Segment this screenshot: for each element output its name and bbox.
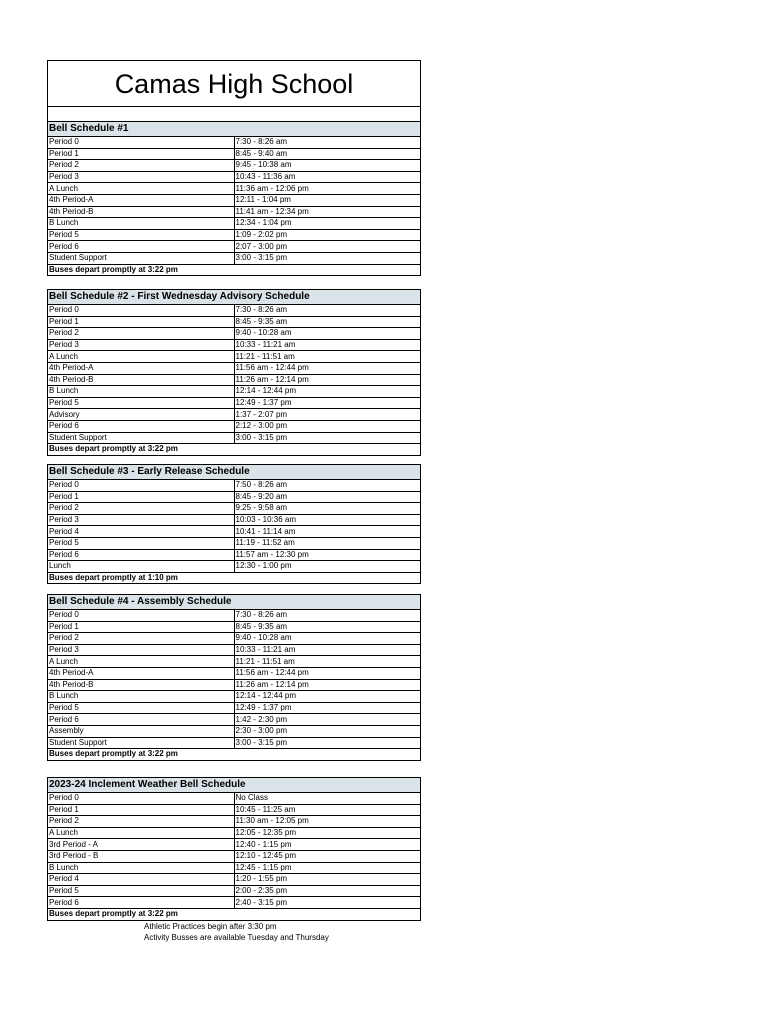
period-name: Period 6: [48, 241, 235, 253]
period-time: 10:03 - 10:36 am: [234, 514, 421, 526]
period-name: A Lunch: [48, 351, 235, 363]
period-name: Period 1: [48, 804, 235, 816]
period-name: Assembly: [48, 725, 235, 737]
period-time: 12:11 - 1:04 pm: [234, 194, 421, 206]
table-row: [48, 804, 421, 816]
period-name: Advisory: [48, 409, 235, 421]
period-time: 8:45 - 9:35 am: [234, 621, 421, 633]
table-row: [48, 397, 421, 409]
period-name: 4th Period-A: [48, 362, 235, 374]
period-name: Period 4: [48, 526, 235, 538]
bus-departure-note: Buses depart promptly at 3:22 pm: [48, 749, 421, 761]
period-name: Period 1: [48, 491, 235, 503]
period-name: Period 6: [48, 549, 235, 561]
period-time: 12:14 - 12:44 pm: [234, 691, 421, 703]
period-time: 11:56 am - 12:44 pm: [234, 362, 421, 374]
period-time: 3:00 - 3:15 pm: [234, 737, 421, 749]
table-row: [48, 691, 421, 703]
period-name: Period 2: [48, 160, 235, 172]
period-name: Period 2: [48, 503, 235, 515]
period-name: Student Support: [48, 432, 235, 444]
period-time: 11:57 am - 12:30 pm: [234, 549, 421, 561]
table-row: [48, 827, 421, 839]
table-row: [48, 229, 421, 241]
period-name: Period 5: [48, 885, 235, 897]
table-row: [48, 537, 421, 549]
period-time: 7:30 - 8:26 am: [234, 610, 421, 622]
period-time: 10:33 - 11:21 am: [234, 644, 421, 656]
table-row: [48, 503, 421, 515]
period-time: 10:43 - 11:36 am: [234, 171, 421, 183]
table-row: [48, 362, 421, 374]
table-row: [48, 420, 421, 432]
period-time: 9:40 - 10:28 am: [234, 633, 421, 645]
table-row: [48, 137, 421, 149]
period-name: Period 0: [48, 137, 235, 149]
table-row: [48, 850, 421, 862]
period-name: Period 5: [48, 229, 235, 241]
period-name: B Lunch: [48, 218, 235, 230]
period-time: 8:45 - 9:40 am: [234, 148, 421, 160]
table-row: [48, 305, 421, 317]
period-name: Period 2: [48, 328, 235, 340]
period-time: 11:36 am - 12:06 pm: [234, 183, 421, 195]
table-row: [48, 386, 421, 398]
period-name: A Lunch: [48, 656, 235, 668]
table-row: [48, 644, 421, 656]
period-name: Period 5: [48, 702, 235, 714]
schedule-table-3: [47, 464, 421, 584]
period-name: Period 1: [48, 148, 235, 160]
period-time: 8:45 - 9:35 am: [234, 316, 421, 328]
period-time: 12:14 - 12:44 pm: [234, 386, 421, 398]
period-time: 11:56 am - 12:44 pm: [234, 667, 421, 679]
period-time: 12:49 - 1:37 pm: [234, 397, 421, 409]
table-row: [48, 702, 421, 714]
period-name: Period 3: [48, 644, 235, 656]
period-time: 1:42 - 2:30 pm: [234, 714, 421, 726]
period-time: 12:45 - 1:15 pm: [234, 862, 421, 874]
period-name: A Lunch: [48, 183, 235, 195]
footer-notes: [144, 922, 329, 943]
period-time: 7:30 - 8:26 am: [234, 305, 421, 317]
period-name: Period 0: [48, 305, 235, 317]
period-name: Period 3: [48, 171, 235, 183]
period-name: Period 1: [48, 621, 235, 633]
schedule-table-2: [47, 289, 421, 456]
period-time: 3:00 - 3:15 pm: [234, 252, 421, 264]
period-time: 12:05 - 12:35 pm: [234, 827, 421, 839]
period-name: Period 1: [48, 316, 235, 328]
period-time: 11:26 am - 12:14 pm: [234, 374, 421, 386]
table-row: [48, 549, 421, 561]
period-time: 9:25 - 9:58 am: [234, 503, 421, 515]
table-row: [48, 667, 421, 679]
table-row: [48, 874, 421, 886]
period-time: 12:40 - 1:15 pm: [234, 839, 421, 851]
period-time: 12:30 - 1:00 pm: [234, 561, 421, 573]
period-name: 3rd Period - A: [48, 839, 235, 851]
table-row: [48, 737, 421, 749]
period-name: Period 6: [48, 420, 235, 432]
bus-departure-note: Buses depart promptly at 3:22 pm: [48, 264, 421, 276]
period-name: Student Support: [48, 737, 235, 749]
period-name: Period 5: [48, 537, 235, 549]
period-name: Period 3: [48, 514, 235, 526]
table-row: [48, 432, 421, 444]
table-row: [48, 491, 421, 503]
period-time: 1:09 - 2:02 pm: [234, 229, 421, 241]
period-time: 3:00 - 3:15 pm: [234, 432, 421, 444]
document-title: Camas High School: [47, 60, 421, 107]
schedule-heading: Bell Schedule #3 - Early Release Schedule: [48, 465, 421, 480]
period-time: 1:37 - 2:07 pm: [234, 409, 421, 421]
table-row: [48, 328, 421, 340]
period-time: 2:12 - 3:00 pm: [234, 420, 421, 432]
table-row: [48, 160, 421, 172]
table-row: [48, 862, 421, 874]
table-row: [48, 148, 421, 160]
period-name: Period 2: [48, 816, 235, 828]
bus-departure-note: Buses depart promptly at 3:22 pm: [48, 444, 421, 456]
table-row: [48, 725, 421, 737]
schedule-heading: Bell Schedule #2 - First Wednesday Advisory Schedule: [48, 290, 421, 305]
period-name: Period 4: [48, 874, 235, 886]
period-name: Period 6: [48, 714, 235, 726]
period-name: Lunch: [48, 561, 235, 573]
table-row: [48, 351, 421, 363]
schedule-heading: 2023-24 Inclement Weather Bell Schedule: [48, 778, 421, 793]
table-row: [48, 480, 421, 492]
period-time: 12:34 - 1:04 pm: [234, 218, 421, 230]
table-row: [48, 171, 421, 183]
period-time: 2:00 - 2:35 pm: [234, 885, 421, 897]
period-name: Period 2: [48, 633, 235, 645]
period-time: 9:40 - 10:28 am: [234, 328, 421, 340]
period-time: 2:07 - 3:00 pm: [234, 241, 421, 253]
period-time: 10:45 - 11:25 am: [234, 804, 421, 816]
table-row: [48, 897, 421, 909]
period-time: 2:30 - 3:00 pm: [234, 725, 421, 737]
period-name: Period 6: [48, 897, 235, 909]
table-row: [48, 839, 421, 851]
table-row: [48, 194, 421, 206]
period-time: 11:19 - 11:52 am: [234, 537, 421, 549]
period-time: 9:45 - 10:38 am: [234, 160, 421, 172]
period-time: 11:26 am - 12:14 pm: [234, 679, 421, 691]
period-time: 11:21 - 11:51 am: [234, 351, 421, 363]
table-row: [48, 561, 421, 573]
table-row: [48, 409, 421, 421]
period-time: 12:10 - 12:45 pm: [234, 850, 421, 862]
period-name: 4th Period-A: [48, 667, 235, 679]
note-athletic-practices: Athletic Practices begin after 3:30 pm: [144, 922, 277, 931]
period-time: 10:33 - 11:21 am: [234, 339, 421, 351]
period-time: 11:41 am - 12:34 pm: [234, 206, 421, 218]
period-time: 8:45 - 9:20 am: [234, 491, 421, 503]
table-row: [48, 633, 421, 645]
table-row: [48, 610, 421, 622]
period-time: 7:30 - 8:26 am: [234, 137, 421, 149]
period-time: 10:41 - 11:14 am: [234, 526, 421, 538]
period-name: B Lunch: [48, 386, 235, 398]
table-row: [48, 218, 421, 230]
period-name: 4th Period-B: [48, 374, 235, 386]
period-time: No Class: [234, 793, 421, 805]
table-row: [48, 816, 421, 828]
period-name: 3rd Period - B: [48, 850, 235, 862]
bus-departure-note: Buses depart promptly at 1:10 pm: [48, 572, 421, 584]
period-name: Period 3: [48, 339, 235, 351]
table-row: [48, 656, 421, 668]
period-name: B Lunch: [48, 862, 235, 874]
table-row: [48, 206, 421, 218]
period-name: Period 0: [48, 610, 235, 622]
period-time: 12:49 - 1:37 pm: [234, 702, 421, 714]
period-name: 4th Period-A: [48, 194, 235, 206]
table-row: [48, 252, 421, 264]
table-row: [48, 374, 421, 386]
table-row: [48, 679, 421, 691]
title-spacer-row: [47, 106, 421, 121]
table-row: [48, 316, 421, 328]
period-time: 11:30 am - 12:05 pm: [234, 816, 421, 828]
schedule-heading: Bell Schedule #4 - Assembly Schedule: [48, 595, 421, 610]
schedule-heading: Bell Schedule #1: [48, 122, 421, 137]
period-name: 4th Period-B: [48, 206, 235, 218]
table-row: [48, 514, 421, 526]
schedule-table-5: [47, 777, 421, 921]
note-activity-busses: Activity Busses are available Tuesday and Thursday: [144, 932, 329, 942]
bus-departure-note: Buses depart promptly at 3:22 pm: [48, 908, 421, 920]
period-time: 7:50 - 8:26 am: [234, 480, 421, 492]
table-row: [48, 339, 421, 351]
table-row: [48, 526, 421, 538]
period-name: Period 0: [48, 480, 235, 492]
period-name: Period 0: [48, 793, 235, 805]
period-name: 4th Period-B: [48, 679, 235, 691]
period-time: 2:40 - 3:15 pm: [234, 897, 421, 909]
period-time: 11:21 - 11:51 am: [234, 656, 421, 668]
table-row: [48, 621, 421, 633]
table-row: [48, 885, 421, 897]
table-row: [48, 183, 421, 195]
period-time: 1:20 - 1:55 pm: [234, 874, 421, 886]
period-name: Student Support: [48, 252, 235, 264]
table-row: [48, 714, 421, 726]
schedule-table-1: [47, 121, 421, 276]
period-name: Period 5: [48, 397, 235, 409]
period-name: A Lunch: [48, 827, 235, 839]
period-name: B Lunch: [48, 691, 235, 703]
table-row: [48, 793, 421, 805]
schedule-table-4: [47, 594, 421, 761]
table-row: [48, 241, 421, 253]
